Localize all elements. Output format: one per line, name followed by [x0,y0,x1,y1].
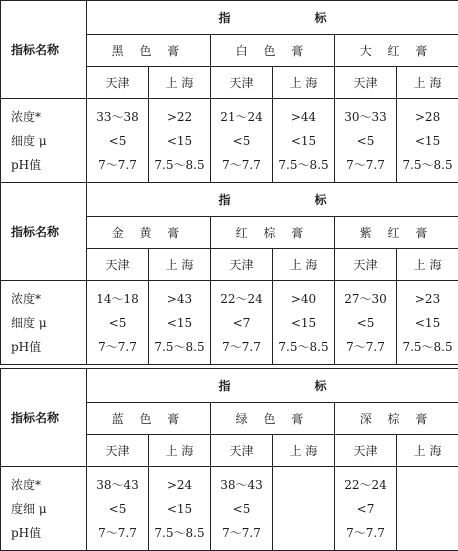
value-cell: <7 [335,497,396,521]
row-label: 浓度* [11,287,86,311]
value-cell: 7.5～8.5 [397,153,458,177]
value-cell: 7～7.7 [211,153,272,177]
city-name: 天津 [211,435,273,467]
value-cell: >28 [397,105,458,129]
value-cell: 33～38 [87,105,148,129]
spec-table [0,368,458,551]
value-column [87,467,149,551]
city-name: 上 海 [397,435,458,467]
spec-table [0,182,458,365]
value-cell: <15 [273,311,334,335]
product-name: 紫 红 膏 [335,217,458,249]
value-cell: <5 [211,497,272,521]
indicator-name-header: 指标名称 [1,183,87,281]
product-name: 大 红 膏 [335,35,458,67]
city-name: 上 海 [397,67,458,99]
value-cell: 7～7.7 [87,335,148,359]
city-name: 天津 [335,435,397,467]
value-column [335,467,397,551]
indicator-name-header: 指标名称 [1,1,87,99]
value-cell: 7～7.7 [87,153,148,177]
city-name: 上 海 [397,249,458,281]
product-name: 绿 色 膏 [211,403,335,435]
value-column [149,281,211,365]
row-label: 浓度* [11,473,86,497]
value-cell: 7～7.7 [335,335,396,359]
value-column [397,99,458,183]
value-cell: <15 [273,129,334,153]
value-cell: 22～24 [211,287,272,311]
product-name: 蓝 色 膏 [87,403,211,435]
city-name: 天津 [87,67,149,99]
row-label: pH值 [11,335,86,359]
city-name: 上 海 [149,67,211,99]
value-column [335,99,397,183]
value-cell: 7.5～8.5 [149,153,210,177]
row-labels [1,467,87,551]
value-cell: 38～43 [87,473,148,497]
city-name: 天津 [87,249,149,281]
city-name: 上 海 [273,435,335,467]
value-cell: <15 [149,497,210,521]
value-cell [273,473,334,497]
value-cell: 7.5～8.5 [273,153,334,177]
value-cell [397,497,458,521]
value-cell: >23 [397,287,458,311]
city-name: 上 海 [273,67,335,99]
spec-table-block [0,368,458,551]
row-labels [1,281,87,365]
city-name: 天津 [211,67,273,99]
product-name: 红 棕 膏 [211,217,335,249]
value-cell: 27～30 [335,287,396,311]
value-cell: <15 [397,311,458,335]
city-name: 天津 [87,435,149,467]
value-cell: 21～24 [211,105,272,129]
value-cell: <5 [87,497,148,521]
value-column [149,467,211,551]
value-column [87,99,149,183]
product-name: 白 色 膏 [211,35,335,67]
value-cell: <15 [149,129,210,153]
value-cell: 7～7.7 [211,335,272,359]
spec-table [0,0,458,183]
value-cell [397,473,458,497]
value-cell: 7～7.7 [335,521,396,545]
value-cell: <5 [335,311,396,335]
value-cell: 22～24 [335,473,396,497]
row-labels [1,99,87,183]
value-cell: 7～7.7 [211,521,272,545]
spec-table-block [0,182,458,365]
value-column [397,281,458,365]
value-column [335,281,397,365]
product-name: 金 黄 膏 [87,217,211,249]
value-column [87,281,149,365]
city-name: 上 海 [273,249,335,281]
value-column [273,281,335,365]
row-label: 细度 μ [11,129,86,153]
indicator-header: 指 标 [87,369,458,403]
value-cell: >22 [149,105,210,129]
value-column [211,467,273,551]
value-cell: <7 [211,311,272,335]
value-cell [273,521,334,545]
city-name: 天津 [211,249,273,281]
value-column [211,281,273,365]
value-cell [273,497,334,521]
row-label: pH值 [11,153,86,177]
city-name: 天津 [335,249,397,281]
value-column [273,467,335,551]
value-cell: <5 [211,129,272,153]
indicator-name-header: 指标名称 [1,369,87,467]
value-column [149,99,211,183]
city-name: 上 海 [149,249,211,281]
value-cell: <15 [397,129,458,153]
value-cell: <5 [87,129,148,153]
spec-table-block [0,0,458,183]
row-label: 细度 μ [11,311,86,335]
value-cell: <5 [335,129,396,153]
row-label: pH值 [11,521,86,545]
value-cell: 7～7.7 [87,521,148,545]
value-column [397,467,458,551]
value-cell: <15 [149,311,210,335]
row-label: 浓度* [11,105,86,129]
value-cell: 7～7.7 [335,153,396,177]
value-cell: <5 [87,311,148,335]
value-cell: 30～33 [335,105,396,129]
value-cell [397,521,458,545]
value-cell: >24 [149,473,210,497]
value-cell: 14～18 [87,287,148,311]
city-name: 天津 [335,67,397,99]
indicator-header: 指 标 [87,1,458,35]
value-column [273,99,335,183]
product-name: 黑 色 膏 [87,35,211,67]
row-label: 度细 μ [11,497,86,521]
value-cell: 38～43 [211,473,272,497]
city-name: 上 海 [149,435,211,467]
value-cell: >43 [149,287,210,311]
value-cell: 7.5～8.5 [397,335,458,359]
value-cell: >40 [273,287,334,311]
product-name: 深 棕 膏 [335,403,458,435]
value-cell: 7.5～8.5 [149,521,210,545]
indicator-header: 指 标 [87,183,458,217]
value-cell: 7.5～8.5 [149,335,210,359]
value-column [211,99,273,183]
value-cell: 7.5～8.5 [273,335,334,359]
value-cell: >44 [273,105,334,129]
